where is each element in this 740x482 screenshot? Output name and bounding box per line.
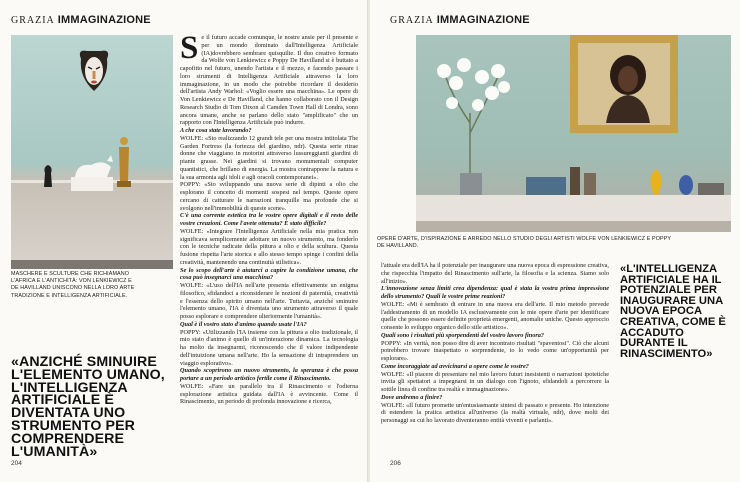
article-body-right	[381, 262, 609, 425]
interview-answer: WOLFE: «L'uso dell'IA nell'arte presenta effettivamente un enigma filosofico, sfidandoci a riconsiderare le nozioni di paternità, creatività e l'essenza dello spirito umano nell'arte. Tuttavia, anziché sminuire l'elemento umano, l'IA è diventata uno strumento attraverso il quale posso esplorare e comprendere ulteriormente l'umanità».	[180, 282, 358, 320]
section-name: IMMAGINAZIONE	[57, 14, 151, 26]
gold-statue-icon	[115, 135, 133, 187]
left-photo	[11, 35, 173, 269]
interview-question: Se lo scopo dell'arte è aiutarci a capire la condizione umana, che cosa può insegnarci una macchina?	[180, 266, 358, 282]
interview-answer: POPPY: «Utilizzando l'IA insieme con la pittura a olio tradizionale, il mio stato d'animo è quello di un'interazione dinamica. La tecnologia ha molto da insegnarmi, riconoscendo che il valore indipendente dell'intuizione umana nell'arte. Ho la sensazione di intraprendere un viaggio esplorativo».	[180, 328, 358, 367]
interview-question: Qual è il vostro stato d'animo quando usate l'IA?	[180, 320, 307, 328]
interview-question: A che cosa state lavorando?	[180, 127, 252, 134]
interview-answer: l'attuale era dell'IA ha il potenziale per inaugurare una nuova epoca di espressione creativa, che rispecchia l'impatto del Rinascimento sull'arte, la filosofia e la scienza. Siamo solo all'inizio».	[381, 262, 609, 285]
small-figure-icon	[41, 163, 55, 187]
interview-question: C'è una corrente estetica tra le vostre opere digitali e il resto delle vostre creazioni. Come l'avete ottenuta? È stato difficile?	[180, 212, 358, 227]
interview-answer: WOLFE: «Fare un parallelo tra il Rinascimento e l'odierna esplorazione artistica guidata dall'IA è avvincente. Come il Rinascimento, un periodo di profonda innovazione e ricerca,	[180, 382, 358, 406]
studio-counter	[416, 195, 731, 221]
photo-caption: MASCHERE E SCULTURE CHE RICHIAMANO L'AFRICA E L'ANTICHITÀ: VON LENKIEWICZ E DE HAVILLAND UNISCONO NELLA LORO ARTE TRADIZIONE E INTELLIGENZA ARTIFICIALE.	[11, 271, 135, 299]
photo-caption: OPERE D'ARTE, D'ISPIRAZIONE E ARREDO NELLO STUDIO DEGLI ARTISTI WOLFE VON LENKIEWICZ E POPPY DE HAVILLAND.	[377, 236, 672, 250]
interview-answer: WOLFE: «Sto realizzando 12 grandi tele per una mostra intitolata The Garden Fortress (la fortezza del giardino, ndr). Questa serie ritrae donne che viaggiano in motorini attraverso lussureggianti giardini di piante grasse. Nei giardini si trovano monumentali computer quantistici, che brillano di energia. La mostra contrappone la natura e la sua armonia agli idoli e agli oracoli contemporanei».	[180, 134, 358, 181]
interview-question: Dove andremo a finire?	[381, 393, 443, 401]
portrait-painting-icon	[600, 51, 656, 123]
section-name: IMMAGINAZIONE	[436, 14, 530, 26]
left-page	[0, 0, 368, 482]
right-page-header	[390, 14, 530, 26]
right-photo	[416, 35, 731, 232]
interview-answer: WOLFE: «Il piacere di presentare nel mio lavoro futuri inesistenti o narrazioni ipotetiche invita gli spettatori a impegnarsi in un dialogo con l'ignoto, sfidandoli a percorrere la sottile linea di confine tra realtà e immaginazione».	[381, 370, 609, 393]
pull-quote: «L'INTELLIGENZA ARTIFICIALE HA IL POTENZIALE PER INAUGURARE UNA NUOVA EPOCA CREATIVA, COME È ACCADUTO DURANTE IL RINASCIMENTO»	[620, 263, 726, 360]
interview-answer: POPPY: «In verità, non posso dire di aver incontrato risultati "spaventosi". Ciò che alcuni potrebbero trovare inaspettato o sorprendente, io lo vedo come un'opportunità per esplorare».	[381, 339, 609, 362]
pull-quote: «ANZICHÉ SMINUIRE L'ELEMENTO UMANO, L'INTELLIGENZA ARTIFICIALE È DIVENTATA UNO STRUMENTO PER COMPRENDERE L'UMANITÀ»	[11, 354, 165, 460]
interview-question: L'innovazione senza limiti crea dipendenza: qual è stata la vostra prima impressione dello strumento? Quali le vostre prime reazioni?	[381, 285, 609, 300]
orchid-plant-icon	[430, 53, 518, 203]
counter-base	[11, 260, 173, 269]
interview-answer: POPPY: «Sto sviluppando una nuova serie di dipinti a olio che esplorano il concetto di momenti sospesi nel tempo. Queste opere cercano di catturare le narrazioni tranquille ma profonde che si svolgono nell'immobilità di queste scene».	[180, 181, 358, 212]
right-page	[370, 0, 740, 482]
interview-question: Quando scoprirono un nuovo strumento, la speranza è che possa portare a un periodo artistico fertile come il Rinascimento.	[180, 367, 358, 382]
interview-answer: WOLFE: «Il futuro promette un'entusiasmante sintesi di passato e presente. Ho intenzione di estendere la pratica artistica all'universo (la realtà virtuale, ndr), dove molti dei personaggi su cui ho lavorato diventeranno entità viventi e parlanti».	[381, 401, 609, 424]
african-mask-icon	[77, 47, 111, 93]
portrait-frame	[570, 35, 678, 133]
page-number: 206	[390, 460, 401, 467]
article-body-left	[180, 30, 358, 406]
magazine-name: GRAZIA	[390, 15, 434, 26]
drop-cap: S	[180, 30, 199, 66]
interview-answer: WOLFE: «Integrare l'Intelligenza Artificiale nella mia pratica non significava semplicemente adottare un nuovo strumento, ma fonderlo con le tecniche radicate della pittura a olio e della scultura. Questa fusione rispetta l'arte storica e allo stesso tempo spinge i confini della creatività, mantenendo una continuità stilistica».	[180, 227, 358, 266]
studio-objects-icon	[526, 157, 726, 197]
article-paragraph: Se il futuro accade comunque, le nostre ansie per il presente e per un mondo dominato dall'Intelligenza Artificiale (IA)dovrebbero sembrare quisquilie. Il duo creativo formato da Wolfe von Lenkiewicz e Poppy De Havilland si è buttato a capofitto nel futuro, unendo l'artista e il mezzo, e facendo passare i loro strumenti di Intelligenza Artificiale attraverso la loro immaginazione, in un modo che potrebbe ricordare il desiderio dell'artista Andy Warhol: «Voglio essere una macchina». Le opere di Von Lenkiewicz e De Havilland, che hanno collaborato con il Design Research Studio di Tom Dixon al Camden Town Hall di Londra, sono ancora umane, anche se parlano dello stato "amplificato" che un rapporto con l'Intelligenza Artificiale può indurre.	[180, 30, 358, 127]
interview-question: Come incoraggiate ad avvicinarsi a opere come le vostre?	[381, 362, 529, 370]
page-number: 204	[11, 460, 22, 467]
magazine-name: GRAZIA	[11, 15, 55, 26]
counter-front	[416, 221, 731, 232]
interview-question: Quali sono i risultati più sporpendenti del vostro lavoro finora?	[381, 331, 545, 339]
interview-answer: WOLFE: «Mi è sembrato di entrare in una nuova era dell'arte. Il mio metodo prevede l'addestramento di un modello IA esclusivamente con le mie opere d'arte per identificare quelle che possono essere definite proprietà emergenti, anomalie uniche. Questo approccio consente lo sviluppo organico dello stile artistico».	[381, 300, 609, 331]
animal-sculpture-icon	[67, 153, 117, 193]
left-page-header	[11, 14, 151, 26]
